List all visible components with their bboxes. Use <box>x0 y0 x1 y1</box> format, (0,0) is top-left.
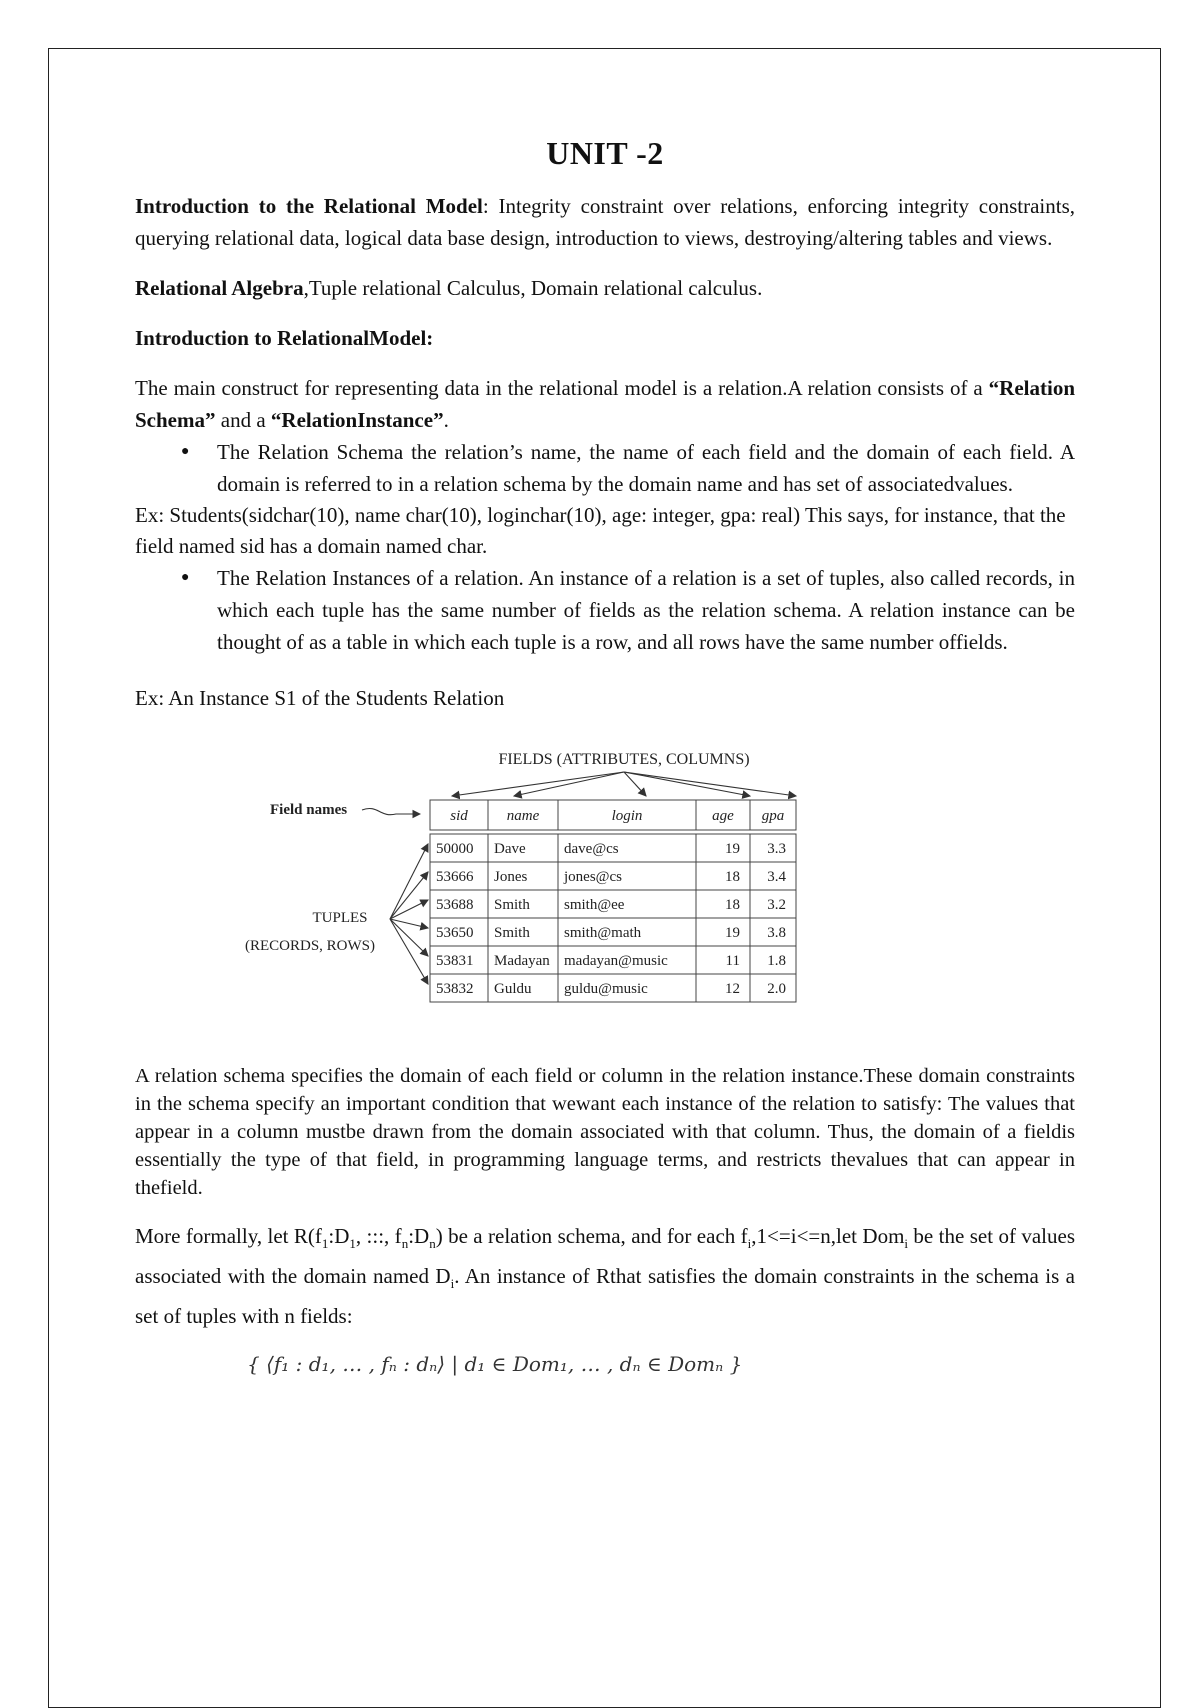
table-cell-text: 2.0 <box>767 981 786 997</box>
table-cell-text: jones@cs <box>564 869 622 885</box>
table-cell <box>696 918 750 946</box>
formal-paragraph: More formally, let $R(f_1:D_1$, :::, $f_n:D_n$) be a relation schema, and for each $f_i,1<=i<=n,let$ Dom$_i$ be the set of values associated with the domain named $D_i$. An instance of Rthat satisfies the domain constraints in the schema is a set of tuples with n fields: <box>135 1224 1075 1329</box>
field-names-label: Field names <box>270 802 348 818</box>
table-cell <box>696 834 750 862</box>
table-cell-text: smith@ee <box>564 897 625 913</box>
page-title: UNIT -2 <box>546 135 664 171</box>
table-cell-text: 3.3 <box>767 841 786 857</box>
table-cell-text: 3.4 <box>767 869 786 885</box>
table-cell-text: dave@cs <box>564 841 619 857</box>
header-sid: sid <box>450 808 468 824</box>
relation-schema-term: “Relation Schema” <box>135 376 1075 432</box>
table-cell-text: 12 <box>725 981 740 997</box>
table-cell-text: 53831 <box>436 953 474 969</box>
table-cell-text: Madayan <box>494 953 550 969</box>
table-cell-text: smith@math <box>564 925 642 941</box>
algebra-text: ,Tuple relational Calculus, Domain relational calculus. <box>303 276 763 300</box>
table-cell-text: 53666 <box>436 869 474 885</box>
domain-constraint-formula: { ⟨f₁ : d₁, … , fₙ : dₙ⟩ | d₁ ∈ Dom₁, … , dₙ ∈ Domₙ } <box>247 1352 743 1377</box>
table-cell-text: 18 <box>725 897 740 913</box>
bullet-list-instance <box>135 562 1075 658</box>
header-age: age <box>712 808 734 824</box>
table-cell-text: 19 <box>725 925 740 941</box>
table-cell-text: 53688 <box>436 897 474 913</box>
example-students: Ex: Students(sidchar(10), name char(10), loginchar(10), age: integer, gpa: real) This says, for instance, that the field named sid has a domain named char. <box>135 503 1066 558</box>
table-cell-text: 1.8 <box>767 953 786 969</box>
table-cell <box>696 974 750 1002</box>
table-cell-text: 3.8 <box>767 925 786 941</box>
header-name: name <box>506 808 540 824</box>
table-cell <box>696 862 750 890</box>
bullet-item-schema: ● The Relation Schema the relation’s name, the name of each field and the domain of each field. A domain is referred to in a relation schema by the domain name and has set of associatedvalues. <box>217 436 1075 500</box>
table-cell-text: 18 <box>725 869 740 885</box>
relation-instance-term: “RelationInstance” <box>270 408 444 432</box>
intro-paragraph <box>135 190 1075 254</box>
figure-svg <box>230 744 850 1044</box>
table-cell-text: Smith <box>494 897 530 913</box>
students-relation-figure <box>230 744 850 1044</box>
table-cell-text: guldu@music <box>564 981 648 997</box>
document-body <box>135 135 1075 1376</box>
algebra-label: Relational Algebra <box>135 276 304 300</box>
relation-table <box>430 800 796 1002</box>
table-cell-text: 50000 <box>436 841 474 857</box>
header-gpa: gpa <box>761 808 785 824</box>
intro-label: Introduction to the Relational Model <box>135 194 483 218</box>
records-label: (RECORDS, ROWS) <box>244 938 376 954</box>
table-cell <box>696 890 750 918</box>
table-cell-text: madayan@music <box>564 953 668 969</box>
bullet-item-instance: ● The Relation Instances of a relation. An instance of a relation is a set of tuples, also called records, in which each tuple has the same number of fields as the relation schema. A relation instance can be thought of as a table in which each tuple is a row, and all rows have the same number offields. <box>217 562 1075 658</box>
relation-paragraph: The main construct for representing data in the relational model is a relation.A relation consists of a “Relation Schema” and a “RelationInstance”. <box>135 376 1075 432</box>
field-names-arrow <box>362 808 420 814</box>
header-login: login <box>611 808 643 824</box>
field-arrows <box>452 772 796 796</box>
tuples-label: TUPLES <box>312 910 368 926</box>
fields-label: FIELDS (ATTRIBUTES, COLUMNS) <box>498 751 750 768</box>
table-cell-text: Dave <box>494 841 526 857</box>
table-cell-text: 53832 <box>436 981 474 997</box>
example-instance: Ex: An Instance S1 of the Students Relation <box>135 686 505 710</box>
table-cell-text: 19 <box>725 841 740 857</box>
table-cell-text: Guldu <box>494 981 532 997</box>
table-cell-text: 53650 <box>436 925 474 941</box>
intro-text: : Integrity constraint over relations, enforcing integrity constraints, querying relational data, logical data base design, introduction to views, destroying/altering tables and views. <box>135 194 1075 250</box>
domain-paragraph: A relation schema specifies the domain of each field or column in the relation instance.These domain constraints in the schema specify an important condition that wewant each instance of the relation to satisfy: The values that appear in a column mustbe drawn from the domain associated with that column. Thus, the domain of a fieldis essentially the type of that field, in programming language terms, and restricts thevalues that can appear in thefield. <box>135 1065 1075 1199</box>
bullet-list-schema <box>135 436 1075 500</box>
algebra-paragraph <box>135 272 1075 304</box>
table-cell-text: 3.2 <box>767 897 786 913</box>
table-cell <box>696 946 750 974</box>
section-heading: Introduction to RelationalModel: <box>135 326 434 350</box>
table-cell-text: 11 <box>725 953 740 969</box>
table-cell-text: Smith <box>494 925 530 941</box>
tuple-arrows <box>390 844 428 984</box>
table-cell-text: Jones <box>494 869 528 885</box>
